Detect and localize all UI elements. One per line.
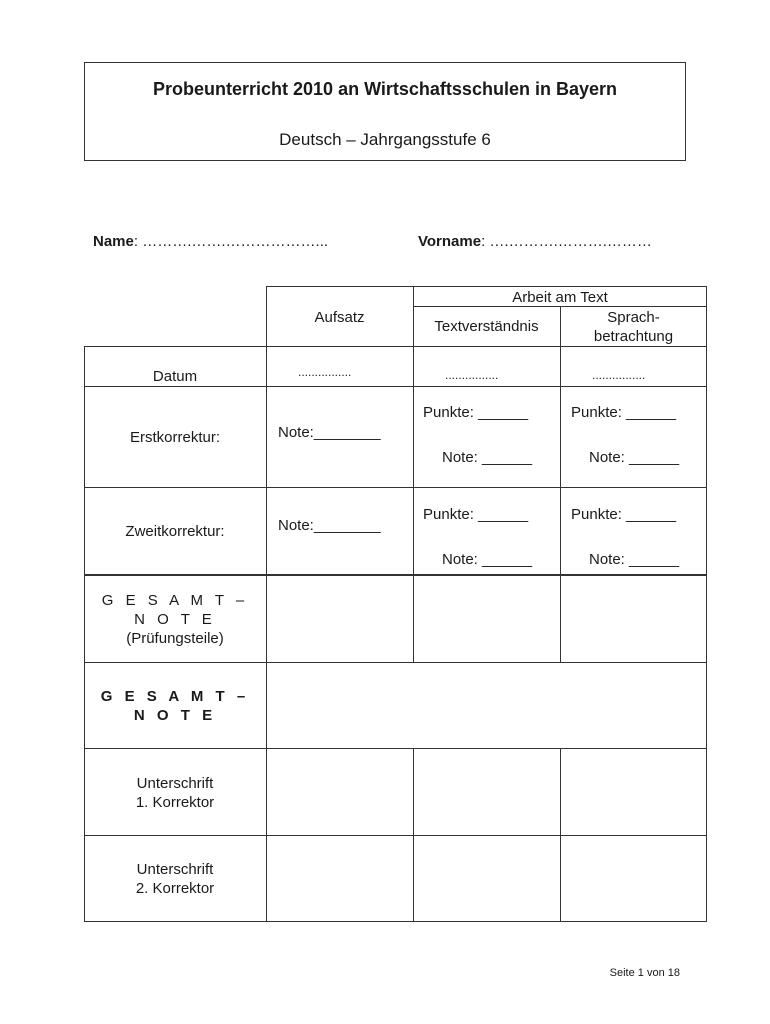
table-line (84, 835, 707, 836)
table-line (560, 306, 561, 662)
page-number: Seite 1 von 18 (609, 967, 680, 979)
zweit-sprachbetrachtung-note[interactable]: Note: ______ (589, 551, 680, 568)
unterschrift-2-line1: Unterschrift (136, 861, 214, 878)
zweit-textverstaendnis-punkte[interactable]: Punkte: ______ (423, 506, 529, 523)
gesamtnote-teile-line2: N O T E (134, 611, 216, 628)
header-sprachbetrachtung (560, 308, 707, 346)
table-line (84, 921, 707, 922)
table-line (84, 386, 707, 387)
table-line (84, 662, 707, 663)
erst-sprachbetrachtung-note[interactable]: Note: ______ (589, 449, 680, 466)
table-line (413, 286, 414, 662)
table-line (84, 487, 707, 488)
row-label-unterschrift-2 (84, 860, 266, 898)
row-label-gesamtnote (84, 687, 266, 725)
table-line (266, 286, 267, 922)
erst-textverstaendnis-note[interactable]: Note: ______ (442, 449, 533, 466)
table-line (84, 346, 707, 347)
table-line (84, 574, 707, 576)
datum-aufsatz-blank[interactable]: ................ (298, 365, 352, 379)
row-label-zweitkorrektur: Zweitkorrektur: (125, 523, 225, 540)
table-line (266, 286, 707, 287)
header-textverstaendnis: Textverständnis (434, 318, 539, 335)
gesamtnote-line2: N O T E (133, 707, 217, 724)
document-title: Probeunterricht 2010 an Wirtschaftsschulen in Bayern (153, 79, 617, 99)
header-sprach-line1: Sprach- (607, 309, 660, 326)
erst-sprachbetrachtung-punkte[interactable]: Punkte: ______ (571, 404, 677, 421)
header-sprach-line2: betrachtung (593, 328, 674, 345)
table-line (706, 286, 707, 922)
document-subtitle: Deutsch – Jahrgangsstufe 6 (279, 130, 491, 149)
erst-textverstaendnis-punkte[interactable]: Punkte: ______ (423, 404, 529, 421)
zweit-aufsatz-note[interactable]: Note:________ (278, 517, 381, 534)
zweit-sprachbetrachtung-punkte[interactable]: Punkte: ______ (571, 506, 677, 523)
datum-textverstaendnis-blank[interactable]: ................ (445, 368, 499, 382)
unterschrift-1-line1: Unterschrift (136, 775, 214, 792)
header-aufsatz: Aufsatz (314, 309, 365, 326)
table-line (413, 748, 414, 922)
gesamtnote-teile-line1: G E S A M T – (101, 592, 249, 609)
unterschrift-2-line2: 2. Korrektor (135, 880, 215, 897)
row-label-erstkorrektur: Erstkorrektur: (129, 429, 220, 446)
row-label-datum: Datum (152, 368, 198, 385)
unterschrift-1-line2: 1. Korrektor (135, 794, 215, 811)
row-label-unterschrift-1 (84, 774, 266, 812)
table-line (560, 748, 561, 922)
datum-sprachbetrachtung-blank[interactable]: ................ (592, 368, 646, 382)
vorname-blank: : ….……….……….……… (481, 233, 652, 250)
name-blank: : ……….…….………………... (133, 233, 329, 250)
vorname-label: Vorname (418, 233, 482, 250)
table-line (84, 748, 707, 749)
row-label-gesamtnote-pruefungsteile (84, 591, 266, 648)
erst-aufsatz-note[interactable]: Note:________ (278, 424, 381, 441)
header-arbeit-am-text: Arbeit am Text (512, 289, 608, 306)
name-label: Name (93, 233, 134, 250)
gesamtnote-line1: G E S A M T – (100, 688, 250, 705)
gesamtnote-teile-line3: (Prüfungsteile) (126, 630, 224, 647)
zweit-textverstaendnis-note[interactable]: Note: ______ (442, 551, 533, 568)
